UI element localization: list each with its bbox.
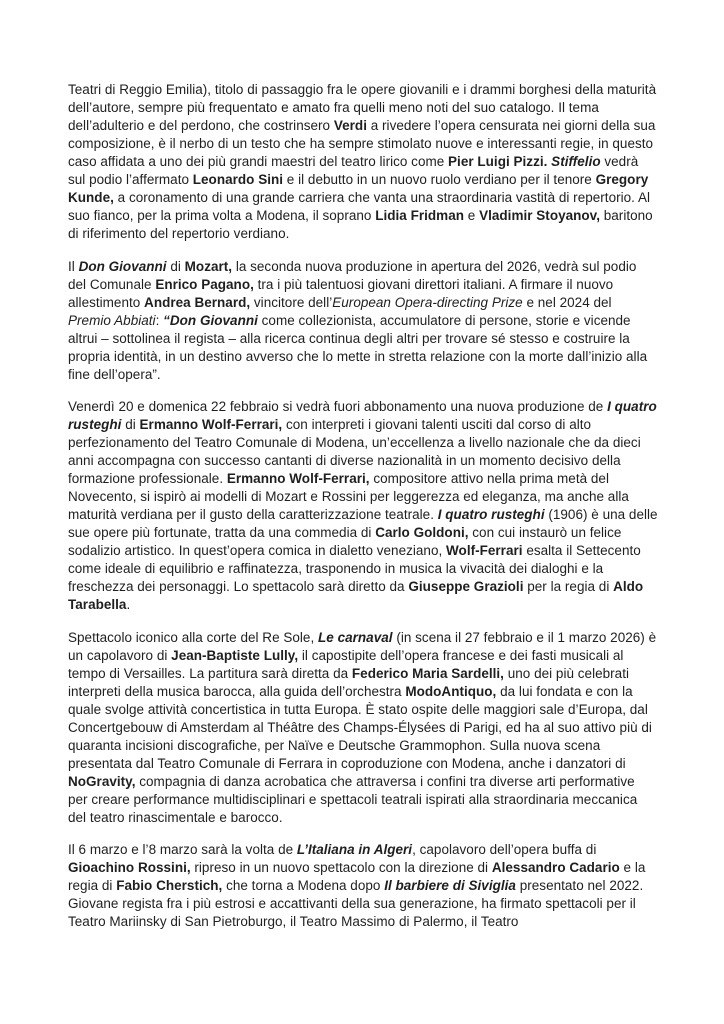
text-run: Spettacolo iconico alla corte del Re Sole, [68,629,319,645]
emphasized-text-run: Giuseppe Grazioli [408,579,524,594]
text-run: con interpreti i giovani talenti usciti dal corso di alto perfezionamento del Teatro Comunale di Modena, un’eccellenza a livello nazionale che da dieci anni accompagna con successo cantanti di diverse nazionalità in un momento decisivo della formazione professionale. [68,417,641,486]
emphasized-text-run: Don Giovanni [78,258,167,274]
text-run: Venerdì 20 e domenica 22 febbraio si vedrà fuori abbonamento una nuova produzione de [68,399,608,414]
text-run: e [464,208,480,223]
text-run: : [155,312,164,328]
text-run: di [166,258,185,274]
emphasized-text-run: Il barbiere di Siviglia [384,878,516,893]
text-run: Il 6 marzo e l’8 marzo sarà la volta de [68,842,297,857]
emphasized-text-run: Federico Maria Sardelli, [351,665,504,681]
emphasized-text-run: European Opera-directing Prize [332,294,523,310]
text-run: vincitore dell’ [250,294,333,310]
emphasized-text-run: Ermanno Wolf-Ferrari, [139,417,283,432]
text-run: il capostipite dell’opera francese e dei fasti musicali al tempo di Versailles. La partitura sarà diretta da [68,647,624,681]
emphasized-text-run: “Don Giovanni [163,312,258,328]
emphasized-text-run: Alessandro Cadario [491,860,620,875]
text-run: presentato nel 2022. Giovane regista fra i più estrosi e accattivanti della sua generazione, ha firmato spettacoli per il Teatro Mariinsky di San Pietroburgo, il Teatro Massimo di Palermo, il Teatro [68,878,644,929]
emphasized-text-run: Lidia Fridman [375,208,464,223]
text-run: con cui instaurò un felice sodalizio artistico. In quest’opera comica in dialetto veneziano, [68,525,622,558]
text-run: compagnia di danza acrobatica che attraversa i confini tra diverse arti performative per creare performance multidisciplinari e spettacoli teatrali ispirati alla straordinaria meccanica del teatro rinascimentale e barocco. [68,773,638,825]
text-run: compositore attivo nella prima metà del Novecento, si ispirò ai modelli di Mozart e Rossini per leggerezza ed eleganza, ma anche alla maturità verdiana per il gusto della caratterizzazione teatrale. [68,471,629,522]
emphasized-text-run: Andrea Bernard, [144,294,251,310]
paragraph-1 [68,81,658,243]
text-run: la seconda nuova produzione in apertura del 2026, vedrà sul podio del Comunale [68,258,637,292]
emphasized-text-run: Leonardo Sini [192,172,284,187]
text-run: di [121,417,140,432]
emphasized-text-run: ModoAntiquo, [405,683,497,699]
emphasized-text-run: Verdi [333,118,367,133]
text-run: , capolavoro dell’opera buffa di [412,842,597,857]
document-body [68,81,658,946]
emphasized-text-run: Aldo Tarabella [68,579,644,612]
text-run: ripreso in un nuovo spettacolo con la direzione di [190,860,492,875]
emphasized-text-run: NoGravity, [68,773,136,789]
paragraph-4 [68,629,658,827]
emphasized-text-run: Carlo Goldoni, [375,525,469,540]
text-run: . [126,597,131,612]
emphasized-text-run: I quatro rusteghi [68,399,657,432]
emphasized-text-run: Ermanno Wolf-Ferrari, [226,471,370,486]
text-run: per la regia di [523,579,614,594]
text-run: a coronamento di una grande carriera che vanta una straordinaria vastità di repertorio. Al suo fianco, per la prima volta a Modena, il soprano [68,190,650,223]
text-run: che torna a Modena dopo [222,878,385,893]
emphasized-text-run: Le carnaval [318,629,393,645]
emphasized-text-run: Fabio Cherstich, [116,878,223,893]
text-run: baritono di riferimento del repertorio verdiano. [68,208,653,241]
text-run: (1906) è una delle sue opere più fortunate, tratta da una commedia di [68,507,658,540]
text-run: e il debutto in un nuovo ruolo verdiano per il tenore [283,172,596,187]
text-run: a rivedere l’opera censurata nei giorni della sua composizione, è il nerbo di un testo che ha sempre stimolato nuove e interessanti regie, in questo caso affidata a uno dei più grandi maestri del teatro lirico come [68,118,656,169]
paragraph-5 [68,841,658,931]
text-run: Il [68,258,79,274]
text-run: Teatri di Reggio Emilia), titolo di passaggio fra le opere giovanili e i drammi borghesi della maturità dell’autore, sempre più frequentato e amato fra quelli meno noti del suo catalogo. Il tema dell’adulterio e del perdono, che costrinsero [68,82,657,133]
emphasized-text-run: Mozart, [184,258,233,274]
text-run: e la regia di [68,860,646,893]
emphasized-text-run: Pier Luigi Pizzi. [448,154,548,169]
emphasized-text-run: Premio Abbiati [68,312,156,328]
text-run: (in scena il 27 febbraio e il 1 marzo 2026) è un capolavoro di [68,629,657,663]
emphasized-text-run: Stiffelio [551,154,601,169]
emphasized-text-run: Enrico Pagano, [155,276,254,292]
emphasized-text-run: Wolf-Ferrari [446,543,523,558]
paragraph-3 [68,398,658,614]
emphasized-text-run: Gregory Kunde, [68,172,649,205]
text-run: come collezionista, accumulatore di persone, storie e vicende altrui – sottolinea il regista – alla ricerca continua degli altri per trovare sé stesso e costruire la propria identità, in un destino avverso che lo mette in stretta relazione con la morte dall’inizio alla fine dell’opera”. [68,312,648,382]
text-run: da lui fondata e con la quale svolge attività concertistica in tutta Europa. È stato ospite delle maggiori sale d’Europa, dal Concertgebouw di Amsterdam al Théâtre des Champs-Élysées di Parigi, ed ha al suo attivo più di quaranta incisioni discografiche, per Naïve e Deutsche Grammophon. Sulla nuova scena presentata dal Teatro Comunale di Ferrara in coproduzione con Modena, anche i danzatori di [68,683,652,771]
emphasized-text-run: Jean-Baptiste Lully, [171,647,299,663]
emphasized-text-run: Gioachino Rossini, [68,860,191,875]
emphasized-text-run: I quatro rusteghi [437,507,545,522]
text-run: tra i più talentuosi giovani direttori italiani. A firmare il nuovo allestimento [68,276,614,310]
emphasized-text-run: L’Italiana in Algeri [296,842,413,857]
text-run: uno dei più celebrati interpreti della musica barocca, alla guida dell’orchestra [68,665,629,699]
emphasized-text-run: Vladimir Stoyanov, [479,208,600,223]
text-run: esalta il Settecento come ideale di equilibrio e raffinatezza, trasponendo in musica la vivacità dei dialoghi e la freschezza dei personaggi. Lo spettacolo sarà diretto da [68,543,641,594]
text-run: e nel 2024 del [522,294,612,310]
paragraph-2 [68,258,658,384]
text-run: vedrà sul podio l’affermato [68,154,639,187]
